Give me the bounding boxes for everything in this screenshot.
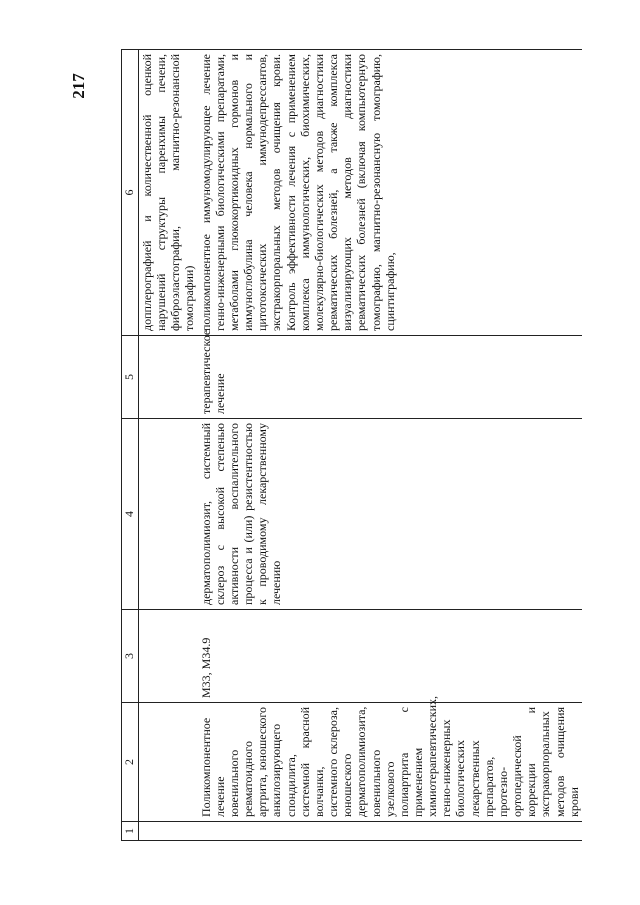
header-col-6: 6 xyxy=(122,50,139,336)
rotated-page-content xyxy=(121,54,581,841)
header-col-5: 5 xyxy=(122,336,139,419)
cell-treatment-kind: терапевтическое лечение xyxy=(198,336,582,419)
continued-cell-col-2 xyxy=(139,703,198,822)
table-header-row xyxy=(122,50,139,841)
continued-cell-col-6: допплерографией и количественной оценкой нарушений структуры паренхимы печени, фиброэластографии, магнитно-резонансной томографии) xyxy=(139,50,198,336)
continued-cell-col-1 xyxy=(139,822,198,841)
rotated-table-wrapper xyxy=(121,54,581,841)
header-col-4: 4 xyxy=(122,419,139,610)
continued-cell-col-4 xyxy=(139,419,198,610)
table-row xyxy=(198,50,582,841)
cell-treatment-method: поликомпонентное иммуномодулирующее лечение генно-инженерными биологическими препаратами, метаболами глюкокортикоидных гормонов и иммуноглобулина человека нормального и цитотоксических иммунодепрессантов, экстракорпоральных методов очищения крови. Контроль эффективности лечения с применением комплекса иммунологических, биохимических, молекулярно-биологических методов диагностики ревматических болезней, а также комплекса визуализирующих методов диагностики ревматических болезней (включая компьютерную томографию, магнитно-резонансную томографию, сцинтиграфию, xyxy=(198,50,582,336)
header-col-2: 2 xyxy=(122,703,139,822)
medical-care-table xyxy=(121,49,582,841)
table-row-continued xyxy=(139,50,198,841)
cell-patient-model: дерматополимиозит, системный склероз с высокой степенью активности воспалительного процесса и (или) резистентностью к проводимому лекарственному лечению xyxy=(198,419,582,610)
cell-treatment-type: Поликомпонентное лечение ювенильного ревматоидного артрита, юношеского анкилозирующего спондилита, системной красной волчанки, системного склероза, юношеского дерматополимиозита, ювенильного узелкового полиартрита с применением химиотерапевтических, генно-инженерных биологических лекарственных препаратов, протезно-ортопедической коррекции и экстракорпоральных методов очищения крови xyxy=(198,703,582,822)
cell-icd-codes: M33, M34.9 xyxy=(198,610,582,703)
cell-number xyxy=(198,822,582,841)
header-col-1: 1 xyxy=(122,822,139,841)
continued-cell-col-5 xyxy=(139,336,198,419)
page-number: 217 xyxy=(68,73,88,99)
continued-cell-col-3 xyxy=(139,610,198,703)
header-col-3: 3 xyxy=(122,610,139,703)
